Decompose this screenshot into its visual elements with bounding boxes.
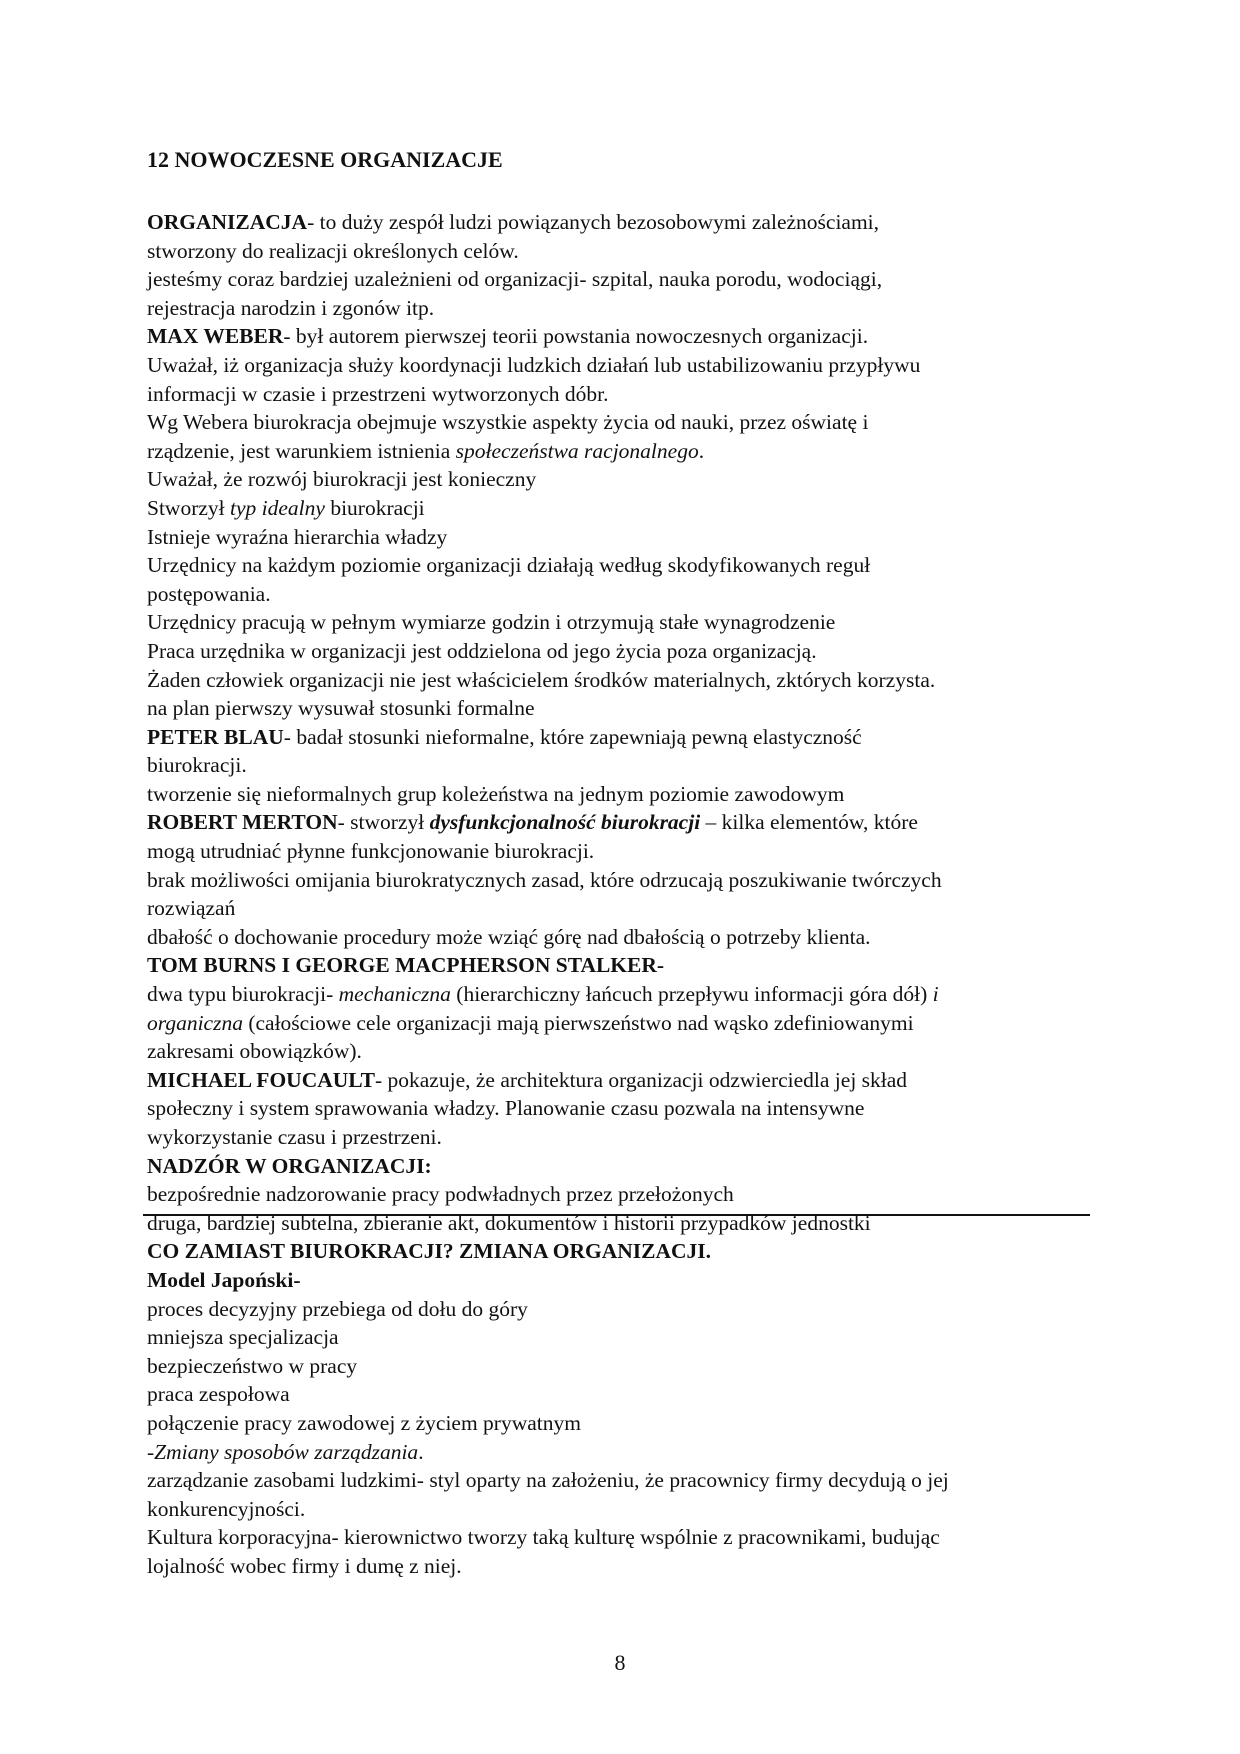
text-run: praca zespołowa [147, 1382, 290, 1407]
text-run: Uważał, iż organizacja służy koordynacji ludzkich działań lub ustabilizowaniu przypływu [147, 352, 921, 377]
text-run: społeczeństwa racjonalnego [455, 438, 699, 463]
text-run: - to duży zespół ludzi powiązanych bezosobowymi zależnościami, [307, 210, 880, 234]
text-line [147, 1295, 1097, 1324]
text-run: -Zmiany sposobów zarządzania [147, 1439, 419, 1464]
text-run: TOM BURNS I GEORGE MACPHERSON STALKER- [147, 953, 665, 978]
text-run: biurokracji. [147, 753, 247, 778]
text-line [147, 1352, 1097, 1381]
text-run: konkurencyjności. [147, 1496, 306, 1521]
text-run: CO ZAMIAST BIUROKRACJI? ZMIANA ORGANIZACJI. [147, 1239, 712, 1264]
text-run: wykorzystanie czasu i przestrzeni. [147, 1125, 442, 1149]
text-run: - pokazuje, że architektura organizacji odzwierciedla jej skład [374, 1067, 908, 1092]
text-line [147, 1094, 1097, 1123]
text-line [147, 608, 1097, 637]
page-title: 12 NOWOCZESNE ORGANIZACJE [147, 147, 503, 172]
text-run: Praca urzędnika w organizacji jest oddzielona od jego życia poza organizacją. [147, 638, 817, 663]
text-line [147, 351, 1097, 380]
text-run: Istnieje wyraźna hierarchia władzy [147, 524, 448, 549]
text-line [147, 551, 1097, 580]
text-run: dysfunkcjonalność biurokracji [429, 810, 701, 835]
text-line [147, 694, 1097, 723]
text-line [147, 1152, 1097, 1181]
text-run: Urzędnicy na każdym poziomie organizacji działają według skodyfikowanych reguł [147, 553, 871, 578]
text-line [147, 1495, 1097, 1524]
text-run: informacji w czasie i przestrzeni wytworzonych dóbr. [147, 381, 609, 406]
text-run: rozwiązań [147, 896, 236, 921]
text-line [147, 208, 1097, 237]
text-run: - stworzył [337, 810, 430, 835]
text-run: dwa typu biurokracji- [147, 982, 339, 1007]
text-run: lojalność wobec firmy i dumę z niej. [147, 1553, 462, 1578]
text-run: – kilka elementów, które [700, 810, 918, 835]
text-line [147, 637, 1097, 666]
text-run: jesteśmy coraz bardziej uzależnieni od organizacji- szpital, nauka porodu, wodociągi, [147, 267, 883, 292]
text-line [147, 580, 1097, 609]
text-line [147, 923, 1097, 952]
horizontal-rule [143, 1214, 1090, 1216]
page-number: 8 [614, 1650, 626, 1675]
text-run: bezpośrednie nadzorowanie pracy podwładnych przez przełożonych [147, 1182, 734, 1207]
text-run: druga, bardziej subtelna, zbieranie akt, dokumentów i historii przypadków jednostki [147, 1210, 871, 1235]
text-line [147, 1323, 1097, 1352]
text-run: dbałość o dochowanie procedury może wziąć górę nad dbałością o potrzeby klienta. [147, 924, 871, 949]
text-line [147, 465, 1097, 494]
text-run: mniejsza specjalizacja [147, 1325, 339, 1350]
text-line [147, 808, 1097, 837]
text-line [147, 1037, 1097, 1066]
text-run: zakresami obowiązków). [147, 1039, 362, 1064]
text-run: (całościowe cele organizacji mają pierwszeństwo nad wąsko zdefiniowanymi [242, 1010, 914, 1035]
text-block [147, 208, 1097, 1581]
text-run: MICHAEL FOUCAULT [147, 1067, 375, 1092]
text-run: MAX WEBER [147, 324, 284, 349]
text-line [147, 437, 1097, 466]
text-run: Kultura korporacyjna- kierownictwo tworzy taką kulturę wspólnie z pracownikami, budując [147, 1525, 940, 1550]
text-line [147, 837, 1097, 866]
text-run: . [698, 438, 705, 463]
text-line [147, 294, 1097, 323]
text-line [147, 237, 1097, 266]
text-run: i [932, 982, 939, 1007]
text-line [147, 1523, 1097, 1552]
text-line [147, 751, 1097, 780]
text-run: typ idealny [230, 495, 325, 520]
text-run: - badał stosunki nieformalne, które zapewniają pewną elastyczność [283, 724, 862, 749]
text-run: mechaniczna [338, 982, 451, 1007]
text-run: (hierarchiczny łańcuch przepływu informacji góra dół) [450, 982, 933, 1007]
text-line [147, 980, 1097, 1009]
text-run: zarządzanie zasobami ludzkimi- styl oparty na założeniu, że pracownicy firmy decydują o jej [147, 1468, 949, 1493]
text-line [147, 1237, 1097, 1266]
text-run: postępowania. [147, 581, 271, 606]
text-run: Wg Webera biurokracja obejmuje wszystkie aspekty życia od nauki, przez oświatę i [147, 410, 869, 435]
text-line [147, 1266, 1097, 1295]
text-run: bezpieczeństwo w pracy [147, 1353, 358, 1378]
text-line [147, 1409, 1097, 1438]
text-run: brak możliwości omijania biurokratycznych zasad, które odrzucają poszukiwanie twórczych [147, 867, 942, 892]
text-line [147, 894, 1097, 923]
text-run: - był autorem pierwszej teorii powstania nowoczesnych organizacji. [283, 324, 869, 349]
text-line [147, 523, 1097, 552]
text-line [147, 1009, 1097, 1038]
text-line [147, 723, 1097, 752]
text-run: tworzenie się nieformalnych grup koleżeństwa na jednym poziomie zawodowym [147, 781, 845, 806]
text-run: Uważał, że rozwój biurokracji jest konieczny [147, 467, 537, 492]
text-run: mogą utrudniać płynne funkcjonowanie biurokracji. [147, 839, 595, 864]
text-run: rządzenie, jest warunkiem istnienia [147, 438, 456, 463]
document-body [147, 145, 1097, 1581]
text-line [147, 1438, 1097, 1467]
text-run: Stworzył [147, 495, 231, 520]
text-line [147, 1180, 1097, 1209]
text-line [147, 1066, 1097, 1095]
text-run: ROBERT MERTON [147, 810, 338, 835]
text-run: NADZÓR W ORGANIZACJI: [147, 1153, 432, 1178]
text-line [147, 866, 1097, 895]
text-run: stworzony do realizacji określonych celów. [147, 238, 519, 263]
text-run: ORGANIZACJA [147, 210, 308, 234]
text-line [147, 322, 1097, 351]
text-line [147, 494, 1097, 523]
text-run: proces decyzyjny przebiega od dołu do góry [147, 1296, 528, 1321]
text-line [147, 265, 1097, 294]
text-run: Żaden człowiek organizacji nie jest właścicielem środków materialnych, zktórych korzysta. [147, 667, 936, 692]
text-line [147, 780, 1097, 809]
text-line [147, 1123, 1097, 1152]
text-run: Model Japoński- [147, 1267, 301, 1292]
text-run: . [418, 1439, 424, 1464]
text-line [147, 1466, 1097, 1495]
text-line [147, 1380, 1097, 1409]
text-line [147, 666, 1097, 695]
text-line [147, 380, 1097, 409]
text-run: biurokracji [324, 495, 425, 520]
text-run: PETER BLAU [147, 724, 284, 749]
text-line [147, 408, 1097, 437]
text-line [147, 951, 1097, 980]
text-run: rejestracja narodzin i zgonów itp. [147, 295, 435, 320]
text-run: społeczny i system sprawowania władzy. Planowanie czasu pozwala na intensywne [147, 1096, 865, 1121]
text-line [147, 1552, 1097, 1581]
text-run: organiczna [147, 1010, 243, 1035]
text-run: na plan pierwszy wysuwał stosunki formalne [147, 696, 535, 721]
text-run: połączenie pracy zawodowej z życiem prywatnym [147, 1410, 581, 1435]
text-run: Urzędnicy pracują w pełnym wymiarze godzin i otrzymują stałe wynagrodzenie [147, 610, 836, 635]
